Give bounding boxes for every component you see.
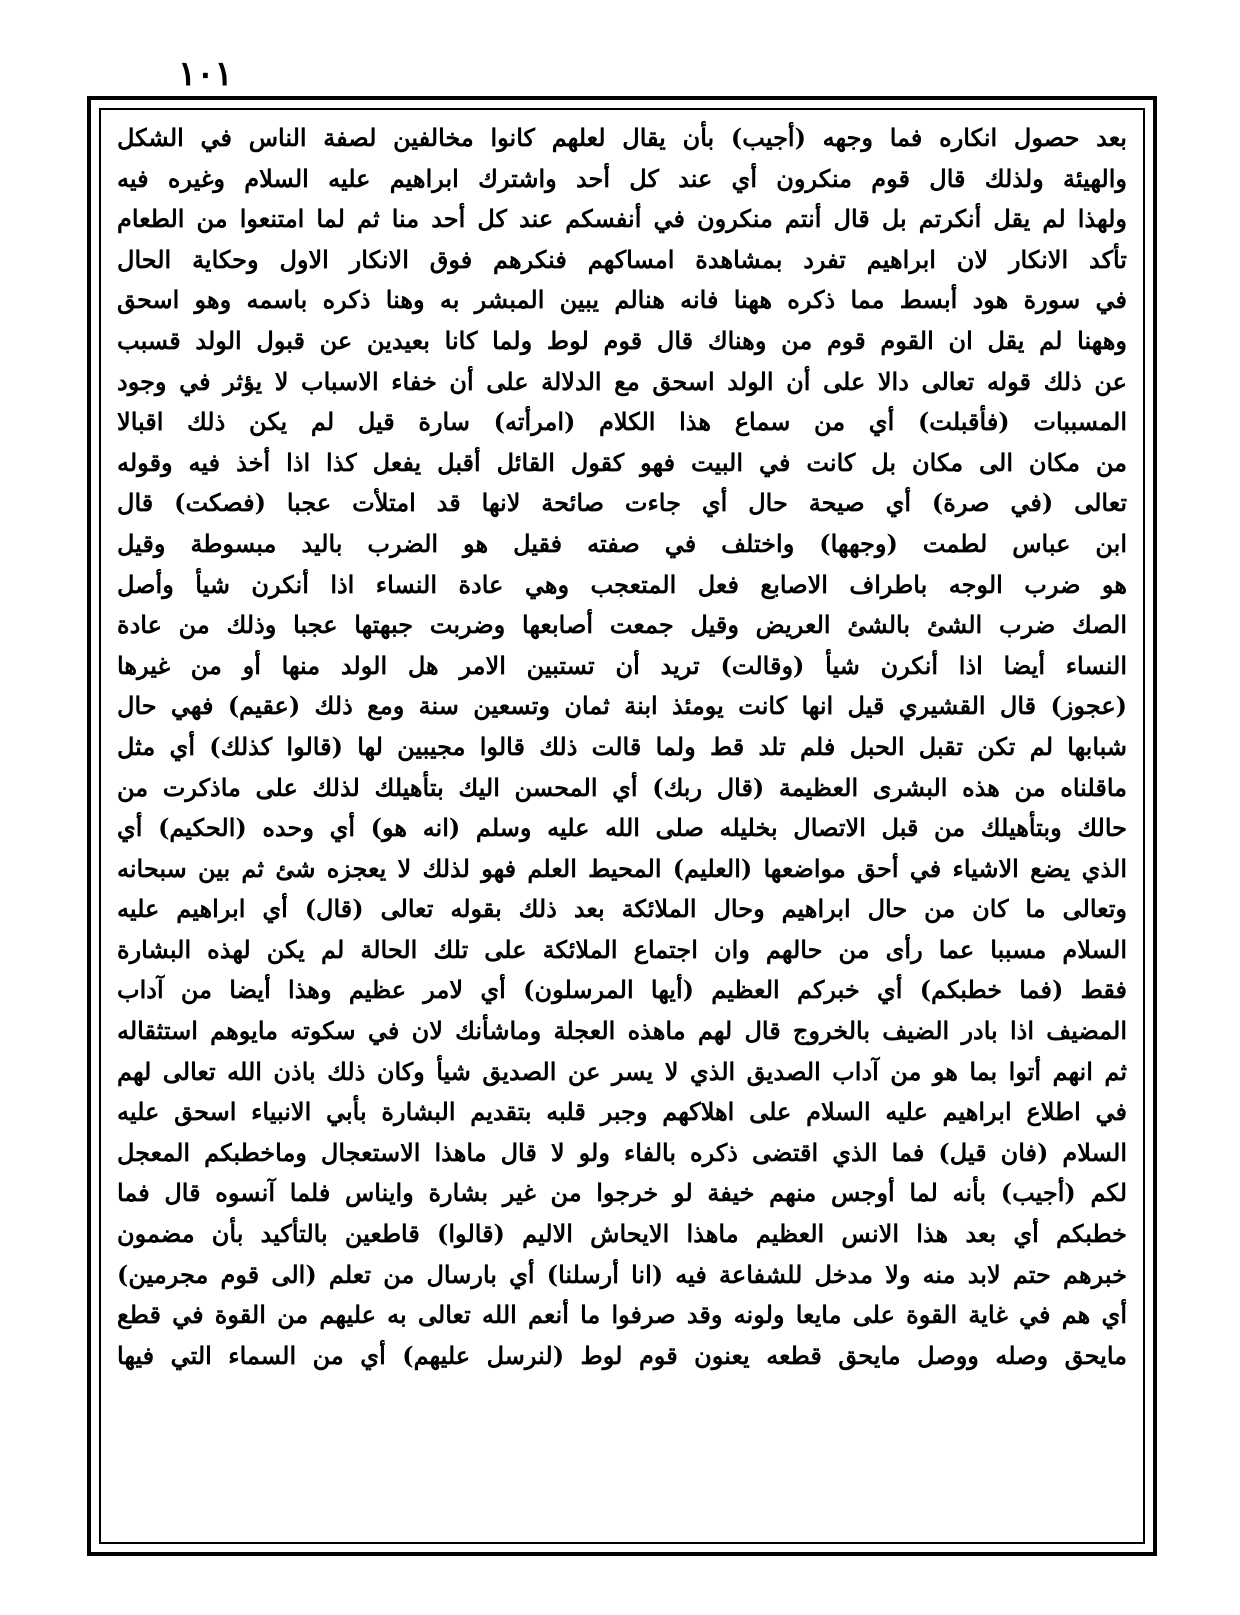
text-line: من مكان الى مكان بل كانت في البيت فهو كقول القائل أقبل يفعل كذا اذا أخذ فيه وقوله (117, 447, 1127, 477)
text-line: (عجوز) قال القشيري قيل انها كانت يومئذ ابنة ثمان وتسعين سنة ومع ذلك (عقيم) فهي حال (117, 691, 1127, 721)
text-line: وههنا لم يقل ان القوم قوم من وهناك قال قوم لوط ولما كانا بعيدين عن قبول الولد قسبب (117, 325, 1127, 355)
text-line: ابن عباس لطمت (وجهها) واختلف في صفته فقيل هو الضرب باليد مبسوطة وقيل (117, 528, 1127, 558)
text-line: مايحق وصله ووصل مايحق قطعه يعنون قوم لوط (لنرسل عليهم) أي من السماء التي فيها (117, 1340, 1127, 1370)
text-line: عن ذلك قوله تعالى دالا على أن الولد اسحق مع الدلالة على أن خفاء الاسباب لا يؤثر في وجود (117, 366, 1127, 396)
text-line: هو ضرب الوجه باطراف الاصابع فعل المتعجب وهي عادة النساء اذا أنكرن شيأ وأصل (117, 569, 1127, 599)
page-frame (87, 96, 1157, 1556)
page-number: ١٠١ (178, 54, 233, 94)
text-block (117, 118, 1127, 1534)
text-line: فقط (فما خطبكم) أي خبركم العظيم (أيها المرسلون) أي لامر عظيم وهذا أيضا من آداب (117, 975, 1127, 1005)
text-line: السلام مسببا عما رأى من حالهم وان اجتماع الملائكة على تلك الحالة لم يكن لهذه البشارة (117, 934, 1127, 964)
text-line: الصك ضرب الشئ بالشئ العريض وقيل جمعت أصابعها وضربت جبهتها عجبا وذلك من عادة (117, 610, 1127, 640)
text-line: المضيف اذا بادر الضيف بالخروج قال لهم ماهذه العجلة وماشأنك لان في سكوته مايوهم استثقاله (117, 1016, 1127, 1046)
text-line: في اطلاع ابراهيم عليه السلام على اهلاكهم وجبر قلبه بتقديم البشارة بأبي الانبياء اسحق عليه (117, 1097, 1127, 1127)
text-line: حالك وبتأهيلك من قبل الاتصال بخليله صلى الله عليه وسلم (انه هو) أي وحده (الحكيم) أي (117, 813, 1127, 843)
text-line: بعد حصول انكاره فما وجهه (أجيب) بأن يقال لعلهم كانوا مخالفين لصفة الناس في الشكل (117, 123, 1127, 152)
text-line: في سورة هود أبسط مما ذكره ههنا فانه هنالم يبين المبشر به وهنا ذكره باسمه وهو اسحق (117, 285, 1127, 315)
text-line: ثم انهم أتوا بما هو من آداب الصديق الذي لا يسر عن الصديق شيأ وكان ذلك باذن الله تعالى لهم (117, 1056, 1127, 1086)
page-frame-inner (99, 108, 1145, 1544)
text-line: وتعالى ما كان من حال ابراهيم وحال الملائكة بعد ذلك بقوله تعالى (قال) أي ابراهيم عليه (117, 894, 1127, 924)
text-line: المسببات (فأقبلت) أي من سماع هذا الكلام (امرأته) سارة قيل لم يكن ذلك اقبالا (117, 407, 1127, 437)
text-line: شبابها لم تكن تقبل الحبل فلم تلد قط ولما قالت ذلك قالوا مجيبين لها (قالوا كذلك) أي مثل (117, 731, 1127, 761)
text-line: تعالى (في صرة) أي صيحة حال أي جاءت صائحة لانها قد امتلأت عجبا (فصكت) قال (117, 488, 1127, 518)
text-line: السلام (فان قيل) فما الذي اقتضى ذكره بالفاء ولو لا قال ماهذا الاستعجال وماخطبكم المعجل (117, 1137, 1127, 1167)
text-line: الذي يضع الاشياء في أحق مواضعها (العليم) المحيط العلم فهو لذلك لا يعجزه شئ ثم بين سبحانه (117, 853, 1127, 883)
text-line: أي هم في غاية القوة على مايعا ولونه وقد صرفوا ما أنعم الله تعالى به عليهم من القوة في قطع (117, 1300, 1127, 1330)
text-line: تأكد الانكار لان ابراهيم تفرد بمشاهدة امساكهم فنكرهم فوق الانكار الاول وحكاية الحال (117, 244, 1127, 274)
text-line: والهيئة ولذلك قال قوم منكرون أي عند كل أحد واشترك ابراهيم عليه السلام وغيره فيه (117, 163, 1127, 193)
text-line: ماقلناه من هذه البشرى العظيمة (قال ربك) أي المحسن اليك بتأهيلك لذلك على ماذكرت من (117, 772, 1127, 802)
text-line: خطبكم أي بعد هذا الانس العظيم ماهذا الايحاش الاليم (قالوا) قاطعين بالتأكيد بأن مضمون (117, 1219, 1127, 1249)
text-line: خبرهم حتم لابد منه ولا مدخل للشفاعة فيه (انا أرسلنا) أي بارسال من تعلم (الى قوم مجرمين) (117, 1259, 1127, 1289)
text-line: لكم (أجيب) بأنه لما أوجس منهم خيفة لو خرجوا من غير بشارة وايناس فلما آنسوه قال فما (117, 1178, 1127, 1208)
text-line: ولهذا لم يقل أنكرتم بل قال أنتم منكرون في أنفسكم عند كل أحد منا ثم لما امتنعوا من الطعام (117, 204, 1127, 234)
text-line: النساء أيضا اذا أنكرن شيأ (وقالت) تريد أن تستبين الامر هل الولد منها أو من غيرها (117, 650, 1127, 680)
